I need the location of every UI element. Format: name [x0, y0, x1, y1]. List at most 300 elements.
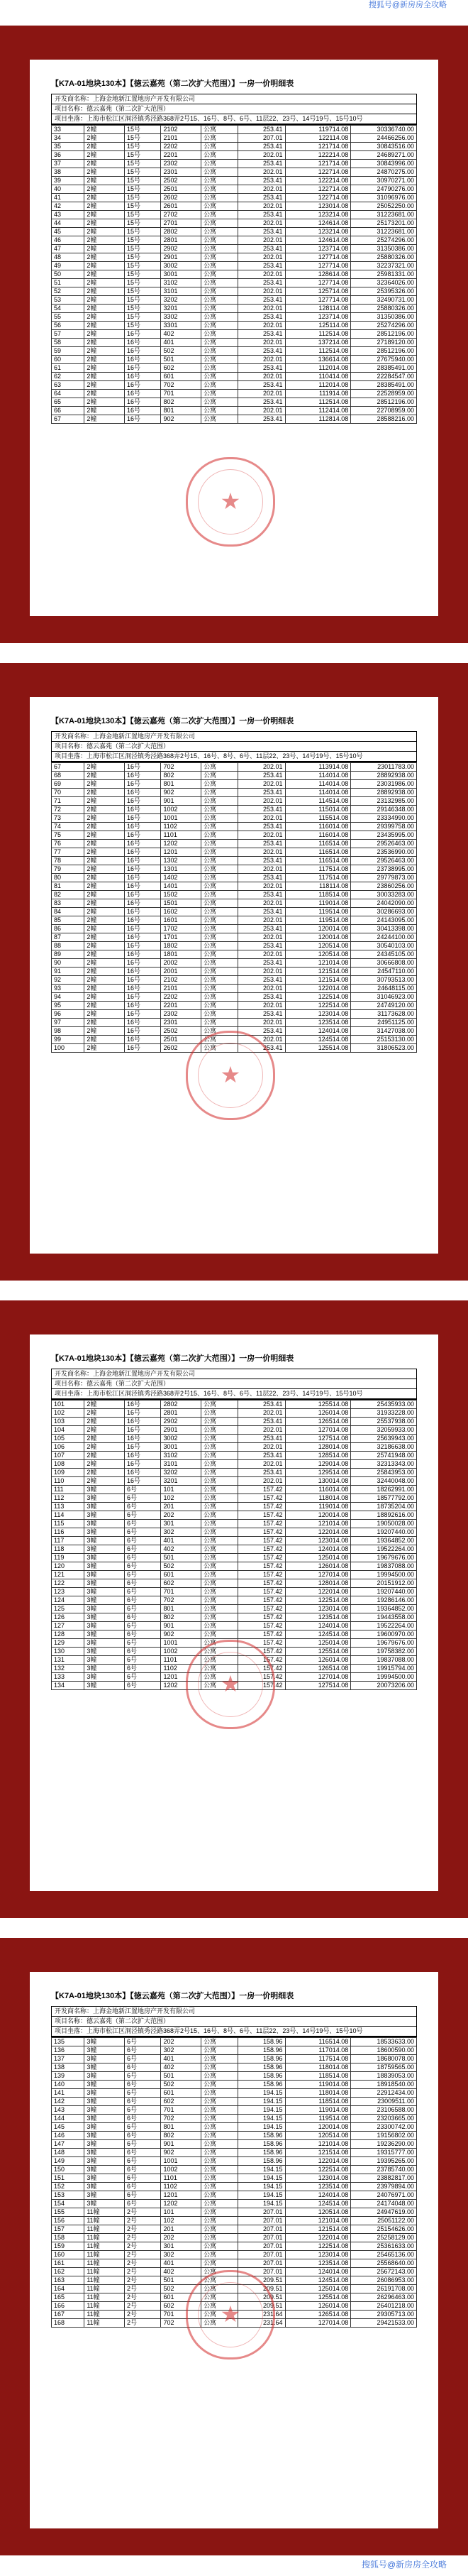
table-row [52, 1460, 417, 1469]
cell-room: 501 [161, 2276, 201, 2285]
cell-usage: 公寓 [201, 398, 238, 407]
cell-seq: 85 [52, 916, 84, 925]
cell-unit-no: 16号 [124, 908, 161, 916]
cell-unit-no: 16号 [124, 1044, 161, 1053]
cell-unit-no: 16号 [124, 797, 161, 806]
cell-unit-no: 16号 [124, 1426, 161, 1435]
cell-unit-no: 6号 [124, 1639, 161, 1648]
cell-unit-price: 137214.08 [285, 339, 351, 347]
cell-usage: 公寓 [201, 2140, 238, 2149]
cell-total-price: 24143095.00 [351, 916, 417, 925]
cell-unit-no: 16号 [124, 780, 161, 789]
cell-usage: 公寓 [201, 899, 238, 908]
cell-room: 702 [161, 1596, 201, 1605]
cell-unit-price: 116014.08 [285, 831, 351, 840]
cell-seq: 62 [52, 373, 84, 381]
cell-usage: 公寓 [201, 968, 238, 976]
cell-room: 1401 [161, 882, 201, 891]
cell-usage: 公寓 [201, 364, 238, 373]
cell-building: 2幢 [84, 415, 125, 424]
cell-seq: 39 [52, 177, 84, 185]
table-row [52, 356, 417, 364]
cell-unit-price: 121514.08 [285, 976, 351, 985]
cell-usage: 公寓 [201, 2123, 238, 2132]
cell-unit-price: 114014.08 [285, 780, 351, 789]
cell-area: 194.15 [238, 2115, 285, 2123]
cell-unit-price: 121014.08 [285, 959, 351, 968]
cell-area: 209.51 [238, 2302, 285, 2311]
cell-building: 2幢 [84, 1044, 125, 1053]
cell-unit-price: 120514.08 [285, 942, 351, 950]
cell-usage: 公寓 [201, 1435, 238, 1443]
cell-usage: 公寓 [201, 1562, 238, 1571]
cell-room: 102 [161, 2217, 201, 2225]
cell-total-price: 19522264.00 [351, 1545, 417, 1554]
cell-unit-no: 6号 [124, 1554, 161, 1562]
cell-area: 202.01 [238, 899, 285, 908]
cell-building: 2幢 [84, 407, 125, 415]
table-row [52, 407, 417, 415]
table-row [52, 168, 417, 177]
cell-unit-price: 123014.08 [285, 1010, 351, 1019]
cell-unit-no: 2号 [124, 2276, 161, 2285]
cell-seq: 96 [52, 1010, 84, 1019]
cell-building: 2幢 [84, 823, 125, 831]
cell-building: 3幢 [84, 2098, 125, 2106]
cell-area: 253.41 [238, 347, 285, 356]
cell-total-price: 18735204.00 [351, 1503, 417, 1511]
cell-seq: 50 [52, 270, 84, 279]
cell-unit-no: 16号 [124, 925, 161, 933]
table-row [52, 2132, 417, 2140]
cell-unit-price: 122714.08 [285, 194, 351, 202]
cell-room: 1301 [161, 865, 201, 874]
cell-area: 202.01 [238, 933, 285, 942]
cell-seq: 121 [52, 1571, 84, 1579]
cell-total-price: 28385491.00 [351, 364, 417, 373]
table-row [52, 840, 417, 848]
cell-total-price: 27189120.00 [351, 339, 417, 347]
cell-area: 157.42 [238, 1579, 285, 1588]
cell-total-price: 29146348.00 [351, 806, 417, 814]
cell-seq: 145 [52, 2123, 84, 2132]
cell-unit-no: 15号 [124, 279, 161, 287]
cell-building: 3幢 [84, 1528, 125, 1537]
table-row [52, 2089, 417, 2098]
cell-room: 1302 [161, 857, 201, 865]
cell-usage: 公寓 [201, 985, 238, 993]
cell-total-price: 19315777.00 [351, 2149, 417, 2157]
cell-building: 3幢 [84, 2046, 125, 2055]
cell-usage: 公寓 [201, 1520, 238, 1528]
cell-seq: 136 [52, 2046, 84, 2055]
cell-building: 2幢 [84, 874, 125, 882]
table-row [52, 339, 417, 347]
cell-unit-price: 127514.08 [285, 1435, 351, 1443]
table-row [52, 160, 417, 168]
cell-seq: 88 [52, 942, 84, 950]
cell-room: 2801 [161, 236, 201, 245]
cell-room: 2901 [161, 1426, 201, 1435]
cell-room: 2301 [161, 1019, 201, 1027]
cell-seq: 132 [52, 1665, 84, 1673]
cell-unit-price: 120514.08 [285, 2132, 351, 2140]
table-row [52, 1537, 417, 1545]
cell-usage: 公寓 [201, 2166, 238, 2174]
cell-total-price: 18918540.00 [351, 2081, 417, 2089]
cell-unit-price: 122514.08 [285, 1002, 351, 1010]
cell-total-price: 19156802.00 [351, 2132, 417, 2140]
table-row [52, 797, 417, 806]
cell-seq: 76 [52, 840, 84, 848]
cell-usage: 公寓 [201, 2174, 238, 2183]
cell-usage: 公寓 [201, 253, 238, 262]
cell-seq: 141 [52, 2089, 84, 2098]
cell-area: 202.01 [238, 831, 285, 840]
cell-total-price: 19758382.00 [351, 1648, 417, 1656]
page-sheet [30, 1972, 438, 2528]
cell-seq: 168 [52, 2319, 84, 2328]
cell-area: 253.41 [238, 160, 285, 168]
table-row [52, 925, 417, 933]
cell-total-price: 25258129.00 [351, 2234, 417, 2242]
cell-room: 2201 [161, 1002, 201, 1010]
cell-seq: 152 [52, 2183, 84, 2191]
cell-usage: 公寓 [201, 1418, 238, 1426]
cell-room: 2901 [161, 253, 201, 262]
cell-building: 11幢 [84, 2311, 125, 2319]
cell-unit-no: 16号 [124, 1460, 161, 1469]
cell-area: 202.01 [238, 1409, 285, 1418]
table-row [52, 322, 417, 330]
cell-total-price: 31096976.00 [351, 194, 417, 202]
cell-total-price: 19837088.00 [351, 1656, 417, 1665]
cell-usage: 公寓 [201, 1477, 238, 1486]
cell-room: 2102 [161, 126, 201, 134]
cell-total-price: 24689271.00 [351, 151, 417, 160]
doc-title: 【K7A-01地块130本】【徳云嘉苑（第二次扩大范围）】一房一价明细表 [51, 80, 294, 88]
cell-usage: 公寓 [201, 1002, 238, 1010]
cell-building: 2幢 [84, 789, 125, 797]
cell-usage: 公寓 [201, 2089, 238, 2098]
cell-area: 207.01 [238, 2251, 285, 2259]
cell-total-price: 24244100.00 [351, 933, 417, 942]
cell-seq: 104 [52, 1426, 84, 1435]
cell-unit-price: 119514.08 [285, 908, 351, 916]
cell-room: 1601 [161, 916, 201, 925]
cell-seq: 46 [52, 236, 84, 245]
cell-room: 2201 [161, 151, 201, 160]
cell-seq: 86 [52, 925, 84, 933]
cell-seq: 123 [52, 1588, 84, 1596]
cell-usage: 公寓 [201, 942, 238, 950]
unit-price-table [51, 125, 417, 424]
cell-unit-price: 112014.08 [285, 381, 351, 390]
cell-seq: 164 [52, 2285, 84, 2293]
cell-unit-price: 129514.08 [285, 1469, 351, 1477]
cell-building: 3幢 [84, 1656, 125, 1665]
cell-total-price: 18892616.00 [351, 1511, 417, 1520]
cell-room: 2301 [161, 168, 201, 177]
cell-building: 11幢 [84, 2234, 125, 2242]
cell-area: 202.01 [238, 305, 285, 313]
table-row [52, 865, 417, 874]
cell-unit-price: 127014.08 [285, 2319, 351, 2328]
table-row [52, 1545, 417, 1554]
cell-seq: 124 [52, 1596, 84, 1605]
cell-building: 3幢 [84, 2123, 125, 2132]
cell-total-price: 23011783.00 [351, 763, 417, 772]
cell-total-price: 25981331.00 [351, 270, 417, 279]
cell-seq: 148 [52, 2149, 84, 2157]
cell-area: 157.42 [238, 1545, 285, 1554]
cell-seq: 100 [52, 1044, 84, 1053]
cell-area: 157.42 [238, 1494, 285, 1503]
cell-unit-no: 16号 [124, 840, 161, 848]
cell-area: 157.42 [238, 1605, 285, 1613]
cell-room: 501 [161, 1554, 201, 1562]
cell-room: 1801 [161, 950, 201, 959]
cell-total-price: 31223681.00 [351, 228, 417, 236]
cell-room: 302 [161, 2046, 201, 2055]
cell-area: 157.42 [238, 1648, 285, 1656]
cell-room: 2101 [161, 985, 201, 993]
cell-building: 2幢 [84, 1027, 125, 1036]
table-row [52, 2055, 417, 2063]
cell-building: 3幢 [84, 2191, 125, 2200]
cell-area: 194.15 [238, 2098, 285, 2106]
table-row [52, 1486, 417, 1494]
cell-building: 2幢 [84, 313, 125, 322]
cell-area: 157.42 [238, 1596, 285, 1605]
cell-usage: 公寓 [201, 2208, 238, 2217]
cell-total-price: 32059933.00 [351, 1426, 417, 1435]
cell-seq: 151 [52, 2174, 84, 2183]
cell-total-price: 30413398.00 [351, 925, 417, 933]
cell-usage: 公寓 [201, 160, 238, 168]
cell-unit-no: 6号 [124, 2063, 161, 2072]
cell-building: 3幢 [84, 1503, 125, 1511]
official-seal [186, 1640, 275, 1729]
cell-building: 2幢 [84, 177, 125, 185]
cell-seq: 125 [52, 1605, 84, 1613]
cell-unit-price: 127714.08 [285, 279, 351, 287]
cell-seq: 120 [52, 1562, 84, 1571]
table-row [52, 2225, 417, 2234]
table-row [52, 908, 417, 916]
cell-seq: 97 [52, 1019, 84, 1027]
cell-building: 2幢 [84, 933, 125, 942]
cell-room: 3301 [161, 322, 201, 330]
cell-unit-price: 122014.08 [285, 2234, 351, 2242]
cell-room: 501 [161, 2072, 201, 2081]
cell-area: 157.42 [238, 1630, 285, 1639]
cell-unit-no: 2号 [124, 2242, 161, 2251]
cell-room: 2502 [161, 177, 201, 185]
cell-unit-no: 15号 [124, 270, 161, 279]
cell-room: 3101 [161, 287, 201, 296]
cell-room: 601 [161, 2089, 201, 2098]
cell-room: 2801 [161, 1409, 201, 1418]
table-row [52, 270, 417, 279]
cell-unit-price: 112414.08 [285, 407, 351, 415]
cell-total-price: 29526463.00 [351, 840, 417, 848]
cell-unit-price: 124014.08 [285, 1545, 351, 1554]
cell-building: 2幢 [84, 916, 125, 925]
cell-unit-price: 124514.08 [285, 1630, 351, 1639]
cell-unit-price: 111914.08 [285, 390, 351, 398]
official-seal [186, 1031, 275, 1120]
table-row [52, 1588, 417, 1596]
cell-total-price: 22708959.00 [351, 407, 417, 415]
cell-usage: 公寓 [201, 950, 238, 959]
cell-unit-no: 15号 [124, 245, 161, 253]
cell-unit-price: 116514.08 [285, 840, 351, 848]
cell-total-price: 25672143.00 [351, 2268, 417, 2276]
cell-unit-no: 6号 [124, 1630, 161, 1639]
cell-area: 157.42 [238, 1588, 285, 1596]
cell-seq: 158 [52, 2234, 84, 2242]
cell-building: 3幢 [84, 1579, 125, 1588]
cell-usage: 公寓 [201, 2251, 238, 2259]
cell-area: 157.42 [238, 1528, 285, 1537]
cell-total-price: 25274296.00 [351, 322, 417, 330]
cell-area: 253.41 [238, 1469, 285, 1477]
cell-unit-no: 16号 [124, 1027, 161, 1036]
table-row [52, 1401, 417, 1409]
cell-seq: 140 [52, 2081, 84, 2089]
cell-building: 2幢 [84, 925, 125, 933]
cell-area: 207.01 [238, 2217, 285, 2225]
cell-building: 2幢 [84, 942, 125, 950]
table-row [52, 1571, 417, 1579]
cell-unit-no: 6号 [124, 2183, 161, 2191]
cell-room: 402 [161, 2268, 201, 2276]
cell-area: 253.41 [238, 1027, 285, 1036]
cell-room: 802 [161, 2132, 201, 2140]
cell-total-price: 25435933.00 [351, 1401, 417, 1409]
table-row [52, 151, 417, 160]
cell-room: 2802 [161, 1401, 201, 1409]
cell-unit-price: 124014.08 [285, 1027, 351, 1036]
cell-total-price: 23009511.00 [351, 2098, 417, 2106]
cell-area: 253.41 [238, 789, 285, 797]
cell-building: 3幢 [84, 2174, 125, 2183]
meta-address: 项目坐落：上海市松江区洞泾镇秀泾路368弄2号15、16号、8号、6号、11层22、23号、14号19号、15号10号 [52, 752, 416, 762]
cell-usage: 公寓 [201, 2225, 238, 2234]
cell-unit-no: 16号 [124, 1409, 161, 1418]
cell-unit-no: 16号 [124, 1452, 161, 1460]
cell-room: 1102 [161, 823, 201, 831]
cell-building: 2幢 [84, 202, 125, 211]
cell-area: 253.41 [238, 177, 285, 185]
cell-area: 253.41 [238, 398, 285, 407]
cell-area: 231.64 [238, 2311, 285, 2319]
cell-seq: 72 [52, 806, 84, 814]
cell-usage: 公寓 [201, 823, 238, 831]
cell-unit-no: 6号 [124, 2038, 161, 2046]
cell-usage: 公寓 [201, 322, 238, 330]
cell-unit-no: 16号 [124, 1010, 161, 1019]
table-row [52, 1503, 417, 1511]
cell-usage: 公寓 [201, 356, 238, 364]
cell-room: 2001 [161, 968, 201, 976]
cell-area: 207.01 [238, 2242, 285, 2251]
cell-unit-price: 123214.08 [285, 211, 351, 219]
cell-total-price: 23882817.00 [351, 2174, 417, 2183]
cell-room: 601 [161, 2293, 201, 2302]
cell-unit-price: 114514.08 [285, 797, 351, 806]
cell-usage: 公寓 [201, 1682, 238, 1690]
cell-unit-no: 15号 [124, 253, 161, 262]
cell-seq: 48 [52, 253, 84, 262]
cell-unit-no: 16号 [124, 806, 161, 814]
cell-area: 194.15 [238, 2191, 285, 2200]
cell-area: 157.42 [238, 1613, 285, 1622]
cell-unit-no: 6号 [124, 2098, 161, 2106]
table-row [52, 194, 417, 202]
table-row [52, 313, 417, 322]
cell-total-price: 28512196.00 [351, 398, 417, 407]
cell-unit-no: 2号 [124, 2268, 161, 2276]
cell-room: 1101 [161, 831, 201, 840]
cell-room: 1001 [161, 1639, 201, 1648]
cell-room: 3302 [161, 313, 201, 322]
table-row [52, 253, 417, 262]
table-row [52, 2140, 417, 2149]
cell-usage: 公寓 [201, 151, 238, 160]
cell-area: 207.01 [238, 2234, 285, 2242]
cell-room: 402 [161, 330, 201, 339]
cell-usage: 公寓 [201, 925, 238, 933]
cell-unit-price: 120014.08 [285, 925, 351, 933]
cell-building: 2幢 [84, 1010, 125, 1019]
cell-seq: 74 [52, 823, 84, 831]
cell-unit-no: 15号 [124, 185, 161, 194]
cell-area: 194.15 [238, 2200, 285, 2208]
cell-building: 2幢 [84, 398, 125, 407]
cell-total-price: 30286693.00 [351, 908, 417, 916]
cell-building: 11幢 [84, 2268, 125, 2276]
cell-building: 2幢 [84, 143, 125, 151]
cell-area: 202.01 [238, 763, 285, 772]
cell-room: 3101 [161, 1460, 201, 1469]
cell-unit-price: 125514.08 [285, 1044, 351, 1053]
cell-total-price: 29305713.00 [351, 2311, 417, 2319]
cell-room: 2102 [161, 976, 201, 985]
cell-usage: 公寓 [201, 211, 238, 219]
cell-unit-no: 6号 [124, 1486, 161, 1494]
cell-building: 2幢 [84, 390, 125, 398]
cell-building: 3幢 [84, 1486, 125, 1494]
cell-total-price: 31173628.00 [351, 1010, 417, 1019]
cell-usage: 公寓 [201, 2063, 238, 2072]
cell-seq: 138 [52, 2063, 84, 2072]
cell-area: 202.01 [238, 236, 285, 245]
cell-unit-price: 122714.08 [285, 168, 351, 177]
cell-unit-price: 116014.08 [285, 823, 351, 831]
cell-unit-no: 2号 [124, 2225, 161, 2234]
cell-total-price: 23536990.00 [351, 848, 417, 857]
cell-seq: 43 [52, 211, 84, 219]
cell-seq: 149 [52, 2157, 84, 2166]
cell-room: 602 [161, 2302, 201, 2311]
cell-total-price: 19207440.00 [351, 1588, 417, 1596]
cell-total-price: 24790276.00 [351, 185, 417, 194]
cell-unit-price: 122114.08 [285, 134, 351, 143]
cell-area: 253.41 [238, 1435, 285, 1443]
cell-room: 2202 [161, 993, 201, 1002]
